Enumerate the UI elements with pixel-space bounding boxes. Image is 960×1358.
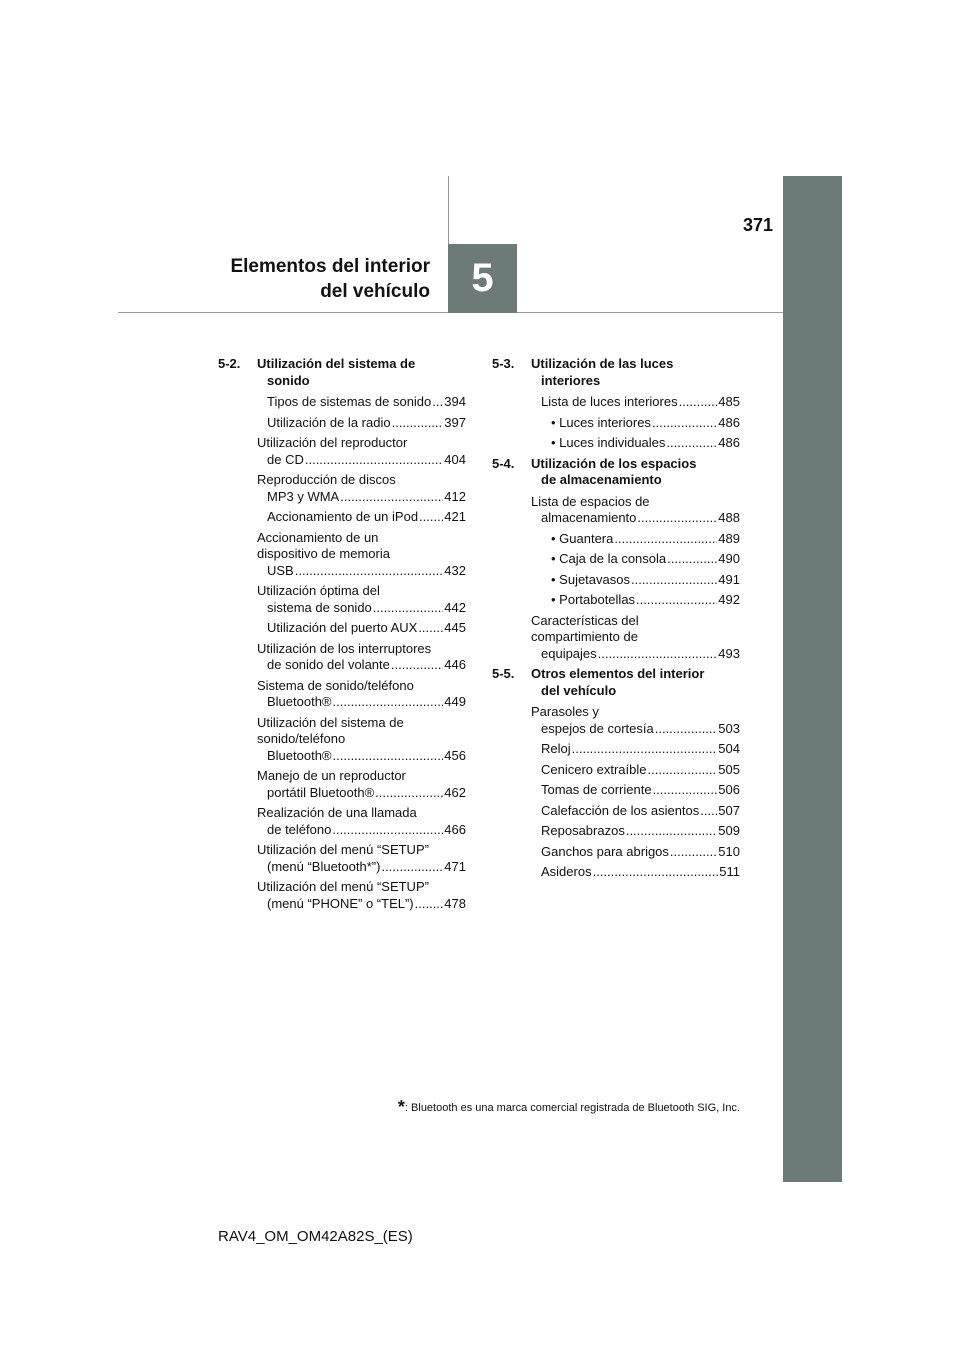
- entry-page-number: 504: [718, 741, 740, 756]
- dot-leader: [636, 592, 717, 609]
- entry-page-number: 505: [718, 761, 740, 777]
- toc-left-column: [218, 356, 466, 916]
- entry-last-line: [267, 394, 466, 411]
- entry-page-number: 446: [444, 657, 466, 672]
- section-number: 5-4.: [492, 455, 515, 471]
- entry-last-line: [551, 551, 740, 568]
- dot-leader: [373, 600, 444, 617]
- toc-entry: [257, 678, 466, 711]
- toc-entry: [257, 879, 466, 912]
- entry-last-line: [267, 452, 466, 469]
- toc-entry: [257, 641, 466, 674]
- entry-label: sistema de sonido: [267, 599, 372, 615]
- dot-leader: [305, 452, 443, 469]
- toc-entry: [257, 472, 466, 505]
- entry-label: Bluetooth®: [267, 694, 332, 709]
- entry-last-line: [551, 435, 740, 452]
- entry-label: Calefacción de los asientos: [541, 802, 700, 818]
- dot-leader: [593, 864, 719, 881]
- entry-text-line: Utilización de los interruptores: [257, 640, 432, 656]
- entry-label: equipajes: [541, 645, 597, 661]
- entry-page-number: 462: [444, 784, 466, 800]
- entry-page-number: 485: [718, 394, 740, 409]
- toc-entry: [531, 844, 740, 861]
- entry-text-line: Lista de espacios de: [531, 493, 650, 509]
- entry-label: Reloj: [541, 741, 571, 756]
- toc-entry: [257, 394, 466, 411]
- entry-last-line: [541, 510, 740, 527]
- toc-section-heading: [492, 356, 740, 389]
- entry-last-line: [267, 859, 466, 876]
- toc-entry: [531, 572, 740, 589]
- entry-text-line: Sistema de sonido/teléfono: [257, 677, 414, 693]
- entry-last-line: [541, 741, 740, 758]
- entry-last-line: [267, 509, 466, 526]
- entry-text-line: Utilización del menú “SETUP”: [257, 879, 429, 894]
- entry-text-line: Utilización del reproductor: [257, 435, 408, 450]
- footnote: [398, 1097, 740, 1118]
- entry-label: (menú “PHONE” o “TEL”): [267, 895, 414, 911]
- entry-last-line: [267, 896, 466, 913]
- section-title-line1: Otros elementos del interior: [531, 666, 705, 681]
- entry-page-number: 449: [444, 694, 466, 709]
- entry-page-number: 397: [444, 414, 466, 430]
- dot-leader: [631, 572, 717, 589]
- entry-page-number: 412: [444, 488, 466, 504]
- toc-entry: [531, 782, 740, 799]
- chapter-side-tab: [783, 176, 842, 1182]
- toc-entry: [257, 842, 466, 875]
- toc-entry: [531, 864, 740, 881]
- entry-page-number: 492: [718, 592, 740, 607]
- section-title-line1: Utilización del sistema de: [257, 356, 416, 371]
- dot-leader: [340, 489, 443, 506]
- dot-leader: [700, 803, 717, 820]
- entry-page-number: 478: [444, 895, 466, 911]
- dot-leader: [655, 721, 718, 738]
- entry-label: (menú “Bluetooth*”): [267, 858, 381, 874]
- entry-last-line: [541, 394, 740, 411]
- entry-page-number: 404: [444, 451, 466, 467]
- entry-label: de sonido del volante: [267, 657, 390, 672]
- section-title-line2: de almacenamiento: [541, 472, 662, 487]
- toc-entry: [531, 415, 740, 432]
- toc-entry: [531, 592, 740, 609]
- entry-last-line: [267, 748, 466, 765]
- dot-leader: [415, 896, 444, 913]
- entry-text-line: sonido/teléfono: [257, 731, 346, 746]
- toc-section-heading: [492, 456, 740, 489]
- toc-section-heading: [492, 666, 740, 699]
- toc-right-column: [492, 356, 740, 885]
- entry-last-line: [541, 721, 740, 738]
- toc-entry: [531, 531, 740, 548]
- entry-text-line: Parasoles y: [531, 704, 599, 719]
- entry-label: Utilización de la radio: [267, 414, 391, 430]
- dot-leader: [626, 823, 717, 840]
- section-number: 5-3.: [492, 356, 515, 371]
- chapter-number-box: [448, 244, 517, 313]
- toc-entry: [531, 704, 740, 737]
- entry-page-number: 456: [444, 747, 466, 763]
- entry-label: almacenamiento: [541, 510, 637, 525]
- toc-entry: [531, 741, 740, 758]
- entry-last-line: [541, 823, 740, 840]
- entry-last-line: [267, 563, 466, 580]
- toc-entry: [257, 715, 466, 765]
- entry-page-number: 486: [718, 414, 740, 430]
- section-title: [257, 356, 466, 389]
- dot-leader: [381, 859, 443, 876]
- entry-label: portátil Bluetooth®: [267, 784, 375, 800]
- chapter-title: [230, 254, 430, 304]
- page-number: 371: [742, 215, 773, 235]
- entry-text-line: Utilización del sistema de: [257, 714, 404, 730]
- entry-label: USB: [267, 562, 294, 578]
- chapter-title-line2: del vehículo: [320, 281, 430, 302]
- dot-leader: [375, 785, 443, 802]
- entry-last-line: [267, 785, 466, 802]
- entry-last-line: [267, 489, 466, 506]
- entry-label: Bluetooth®: [267, 747, 332, 763]
- section-title-line1: Utilización de los espacios: [531, 455, 697, 471]
- section-title-line2: interiores: [541, 372, 601, 388]
- entry-last-line: [541, 844, 740, 861]
- entry-last-line: [267, 620, 466, 637]
- entry-page-number: 491: [718, 571, 740, 587]
- entry-last-line: [541, 762, 740, 779]
- footnote-text: : Bluetooth es una marca comercial registrada de Bluetooth SIG, Inc.: [404, 1102, 740, 1114]
- dot-leader: [392, 415, 444, 432]
- entry-text-line: Accionamiento de un: [257, 529, 379, 545]
- dot-leader: [667, 551, 717, 568]
- entry-label: Lista de luces interiores: [541, 394, 678, 409]
- entry-label: • Luces individuales: [551, 435, 666, 450]
- footnote-star: *: [397, 1097, 405, 1117]
- entry-page-number: 466: [444, 821, 466, 837]
- dot-leader: [679, 394, 718, 411]
- entry-label: Ganchos para abrigos: [541, 843, 669, 859]
- entry-page-number: 489: [718, 530, 740, 546]
- toc-entry: [531, 803, 740, 820]
- entry-text-line: Utilización del menú “SETUP”: [257, 842, 429, 857]
- section-number: 5-5.: [492, 666, 515, 681]
- dot-leader: [418, 620, 443, 637]
- entry-label: • Caja de la consola: [551, 551, 667, 566]
- dot-leader: [598, 646, 718, 663]
- dot-leader: [670, 844, 717, 861]
- entry-page-number: 507: [718, 802, 740, 818]
- toc-entry: [531, 435, 740, 452]
- dot-leader: [652, 415, 717, 432]
- entry-last-line: [267, 822, 466, 839]
- entry-last-line: [551, 531, 740, 548]
- toc-entry: [531, 613, 740, 663]
- entry-text-line: Características del: [531, 612, 639, 628]
- entry-text-line: Manejo de un reproductor: [257, 768, 406, 783]
- entry-last-line: [541, 864, 740, 881]
- entry-page-number: 506: [718, 782, 740, 797]
- entry-label: MP3 y WMA: [267, 488, 340, 504]
- document-code: RAV4_OM_OM42A82S_(ES): [218, 1228, 413, 1245]
- toc-section-heading: [218, 356, 466, 389]
- entry-text-line: Realización de una llamada: [257, 805, 417, 820]
- entry-page-number: 394: [444, 394, 466, 409]
- toc-entry: [257, 620, 466, 637]
- entry-label: Accionamiento de un iPod: [267, 509, 419, 524]
- entry-last-line: [551, 592, 740, 609]
- entry-last-line: [267, 415, 466, 432]
- dot-leader: [666, 435, 717, 452]
- section-title: [531, 356, 740, 389]
- toc-entry: [531, 551, 740, 568]
- entry-page-number: 510: [718, 843, 740, 859]
- entry-label: Tipos de sistemas de sonido: [267, 394, 432, 409]
- entry-page-number: 509: [718, 823, 740, 838]
- entry-last-line: [267, 600, 466, 617]
- section-title-line2: sonido: [267, 372, 310, 388]
- entry-text-line: Utilización óptima del: [257, 583, 380, 598]
- toc-entry: [257, 768, 466, 801]
- toc-entry: [531, 823, 740, 840]
- entry-page-number: 511: [719, 864, 740, 879]
- section-title-line2: del vehículo: [541, 682, 617, 698]
- entry-page-number: 445: [444, 620, 466, 635]
- entry-last-line: [267, 657, 466, 674]
- entry-page-number: 503: [718, 720, 740, 736]
- entry-last-line: [551, 415, 740, 432]
- entry-text-line: compartimiento de: [531, 629, 638, 644]
- toc-entry: [257, 583, 466, 616]
- section-number: 5-2.: [218, 356, 241, 371]
- dot-leader: [333, 694, 444, 711]
- section-title: [531, 666, 740, 699]
- toc-entry: [257, 805, 466, 838]
- entry-last-line: [551, 572, 740, 589]
- dot-leader: [637, 510, 717, 527]
- entry-page-number: 486: [718, 435, 740, 450]
- dot-leader: [419, 509, 443, 526]
- entry-text-line: Reproducción de discos: [257, 472, 396, 487]
- dot-leader: [295, 563, 444, 580]
- toc-entry: [531, 394, 740, 411]
- dot-leader: [332, 822, 443, 839]
- dot-leader: [432, 394, 443, 411]
- entry-page-number: 432: [444, 562, 466, 578]
- entry-label: • Portabotellas: [551, 592, 636, 607]
- toc-entry: [257, 530, 466, 580]
- entry-label: Asideros: [541, 864, 592, 879]
- chapter-number: 5: [471, 256, 494, 300]
- entry-label: Cenicero extraíble: [541, 761, 647, 777]
- entry-label: • Luces interiores: [551, 414, 651, 430]
- chapter-title-line1: Elementos del interior: [230, 256, 430, 277]
- toc-entry: [531, 494, 740, 527]
- entry-page-number: 488: [718, 510, 740, 525]
- entry-page-number: 490: [718, 551, 740, 566]
- entry-label: espejos de cortesía: [541, 720, 654, 736]
- entry-page-number: 471: [444, 858, 466, 874]
- entry-page-number: 442: [444, 599, 466, 615]
- toc-entry: [531, 762, 740, 779]
- dot-leader: [572, 741, 718, 758]
- entry-last-line: [541, 782, 740, 799]
- entry-page-number: 493: [718, 645, 740, 661]
- entry-label: • Guantera: [551, 530, 614, 546]
- dot-leader: [391, 657, 443, 674]
- entry-label: • Sujetavasos: [551, 571, 630, 587]
- toc-entry: [257, 435, 466, 468]
- dot-leader: [653, 782, 718, 799]
- toc-entry: [257, 509, 466, 526]
- entry-page-number: 421: [444, 509, 466, 524]
- entry-last-line: [541, 803, 740, 820]
- toc-entry: [257, 415, 466, 432]
- entry-label: de CD: [267, 451, 304, 467]
- entry-last-line: [541, 646, 740, 663]
- entry-text-line: dispositivo de memoria: [257, 546, 390, 561]
- section-title-line1: Utilización de las luces: [531, 356, 674, 371]
- entry-label: Reposabrazos: [541, 823, 625, 838]
- dot-leader: [648, 762, 718, 779]
- entry-label: Utilización del puerto AUX: [267, 620, 418, 635]
- dot-leader: [614, 531, 717, 548]
- entry-last-line: [267, 694, 466, 711]
- section-title: [531, 456, 740, 489]
- dot-leader: [333, 748, 444, 765]
- entry-label: Tomas de corriente: [541, 782, 652, 797]
- entry-label: de teléfono: [267, 821, 332, 837]
